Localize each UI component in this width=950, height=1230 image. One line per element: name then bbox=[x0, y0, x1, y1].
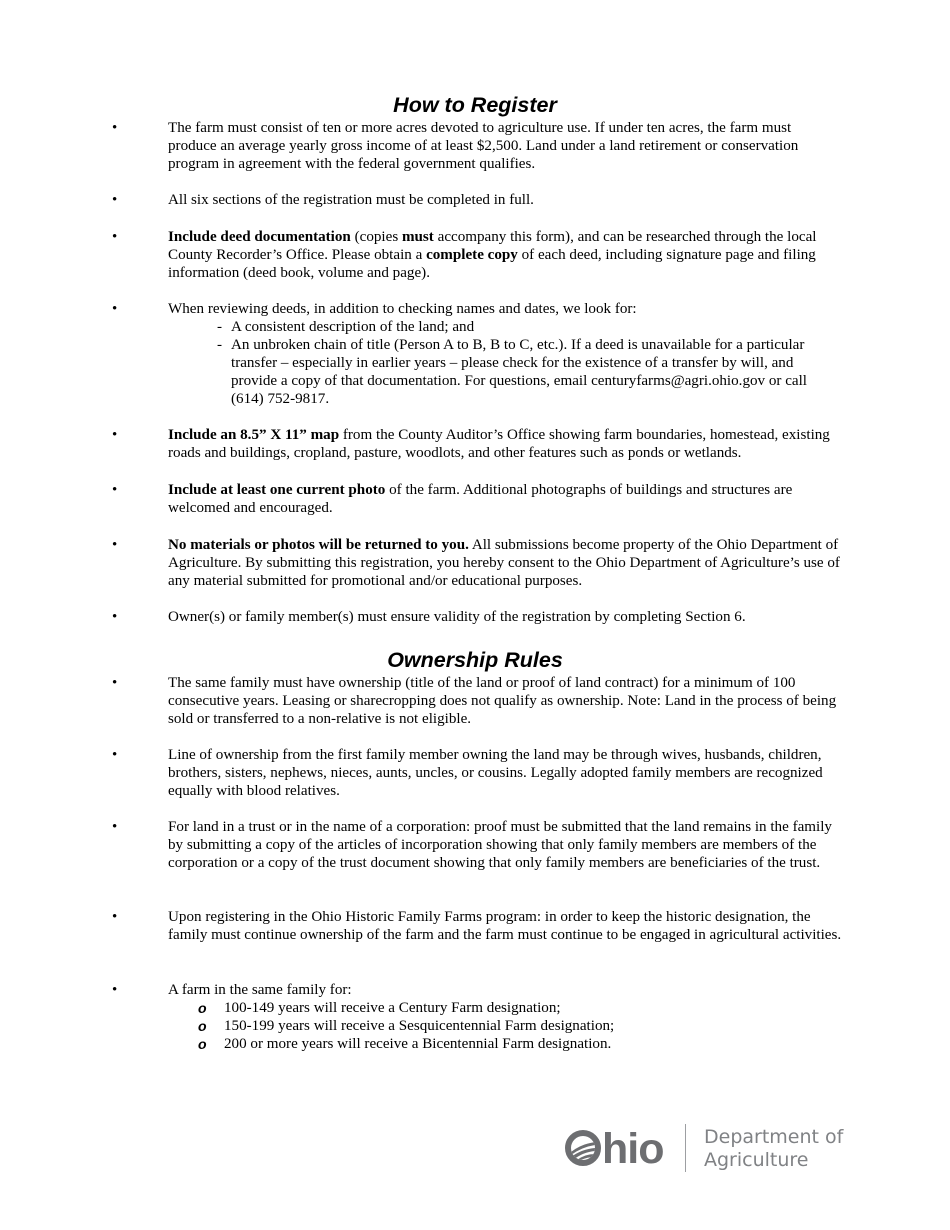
text-run: All submissions become property of the Ohio Department of Agriculture. By submitting this registration, you hereby consent to the Ohio Department of Agriculture’s use of any material submitted for promotional and/or educational purposes. bbox=[168, 537, 840, 589]
bullet-icon: • bbox=[112, 482, 118, 498]
circle-bullet-icon: o bbox=[198, 1000, 207, 1016]
bullet-icon: • bbox=[112, 819, 118, 835]
item-text: The same family must have ownership (title of the land or proof of land contract) for a minimum of 100 consecutive years. Leasing or sharecropping does not qualify as ownership. Note: Land in the process of being sold or transferred to a non-relative is not eligible. bbox=[168, 675, 837, 727]
section-title-ownership-rules: Ownership Rules bbox=[387, 648, 563, 672]
sub-item bbox=[198, 999, 842, 1017]
text-run: accompany this form), and can be researched through the local County Recorder’s Office. Please obtain a bbox=[168, 229, 817, 263]
bullet-icon: • bbox=[112, 229, 118, 245]
section-title-how-to-register: How to Register bbox=[393, 93, 557, 117]
item-text bbox=[168, 300, 842, 408]
item-intro: A farm in the same family for: bbox=[168, 982, 352, 998]
department-line-2: Agriculture bbox=[704, 1149, 809, 1171]
list-item bbox=[112, 674, 842, 728]
bullet-icon: • bbox=[112, 675, 118, 691]
sub-item bbox=[217, 318, 842, 336]
sub-item bbox=[198, 1017, 842, 1035]
sub-item bbox=[198, 1035, 842, 1053]
bullet-icon: • bbox=[112, 120, 118, 136]
list-item bbox=[112, 426, 842, 462]
item-text bbox=[168, 426, 842, 462]
item-text: Owner(s) or family member(s) must ensure validity of the registration by completing Section 6. bbox=[168, 609, 746, 625]
bullet-icon: • bbox=[112, 982, 118, 998]
item-text bbox=[168, 481, 842, 517]
item-intro: When reviewing deeds, in addition to checking names and dates, we look for: bbox=[168, 301, 637, 317]
text-run: (copies bbox=[350, 229, 402, 245]
sub-item-text: An unbroken chain of title (Person A to B, B to C, etc.). If a deed is unavailable for a particular transfer – especially in earlier years – please check for the existence of a transfer by will, and provide a copy of that documentation. For questions, email centuryfarms@agri.ohio.gov or call (614) 752-9817. bbox=[231, 337, 807, 407]
circle-bullet-icon: o bbox=[198, 1018, 207, 1034]
bold-text: Include an 8.5” X 11” map bbox=[168, 427, 340, 443]
bullet-icon: • bbox=[112, 909, 118, 925]
sub-item-text: A consistent description of the land; and bbox=[231, 319, 475, 335]
list-item bbox=[112, 191, 842, 209]
item-text bbox=[168, 228, 842, 282]
dash-marker: - bbox=[217, 319, 223, 335]
sub-item-text: 150-199 years will receive a Sesquicentennial Farm designation; bbox=[224, 1018, 615, 1034]
list-item bbox=[112, 746, 842, 800]
circle-bullet-icon: o bbox=[198, 1036, 207, 1052]
ohio-agriculture-logo bbox=[565, 1124, 845, 1176]
bullet-icon: • bbox=[112, 301, 118, 317]
sub-item-text: 100-149 years will receive a Century Farm designation; bbox=[224, 1000, 561, 1016]
list-item bbox=[112, 818, 842, 872]
ohio-wordmark bbox=[565, 1124, 663, 1174]
item-text bbox=[168, 981, 842, 1053]
text-run: of the farm. Additional photographs of buildings and structures are welcomed and encouraged. bbox=[168, 482, 793, 516]
item-text: Line of ownership from the first family member owning the land may be through wives, husbands, children, brothers, sisters, nephews, nieces, aunts, uncles, or cousins. Legally adopted family members are recognized equally with blood relatives. bbox=[168, 747, 823, 799]
bullet-icon: • bbox=[112, 747, 118, 763]
sub-item bbox=[217, 336, 842, 408]
item-text: All six sections of the registration must be completed in full. bbox=[168, 192, 534, 208]
item-text: For land in a trust or in the name of a corporation: proof must be submitted that the land remains in the family by submitting a copy of the articles of incorporation showing that only family members are members of the corporation or a copy of the trust document showing that only family members are beneficiaries of the trust. bbox=[168, 819, 832, 871]
department-line-1: Department of bbox=[704, 1126, 844, 1148]
list-item bbox=[112, 300, 842, 408]
sub-item-text: 200 or more years will receive a Bicentennial Farm designation. bbox=[224, 1036, 612, 1052]
item-text: Upon registering in the Ohio Historic Family Farms program: in order to keep the historic designation, the family must continue ownership of the farm and the farm must continue to be engaged in agricultural activities. bbox=[168, 909, 842, 943]
department-name bbox=[704, 1126, 843, 1172]
list-item bbox=[112, 481, 842, 517]
bold-text: Include at least one current photo bbox=[168, 482, 386, 498]
dash-marker: - bbox=[217, 337, 223, 353]
list-item bbox=[112, 608, 842, 626]
item-text: The farm must consist of ten or more acres devoted to agriculture use. If under ten acres, the farm must produce an average yearly gross income of at least $2,500. Land under a land retirement or conservation program in agreement with the federal government qualifies. bbox=[168, 120, 799, 172]
wordmark-text: hio bbox=[602, 1125, 664, 1173]
ohio-o-emblem-icon bbox=[565, 1130, 601, 1166]
bold-text: must bbox=[401, 229, 434, 245]
logo-divider bbox=[685, 1124, 686, 1172]
text-run: of each deed, including signature page and filing information (deed book, volume and page). bbox=[168, 247, 816, 281]
item-text bbox=[168, 536, 842, 590]
list-item bbox=[112, 981, 842, 1053]
bullet-icon: • bbox=[112, 537, 118, 553]
list-item bbox=[112, 228, 842, 282]
list-item bbox=[112, 536, 842, 590]
bold-text: Include deed documentation bbox=[168, 229, 351, 245]
bullet-icon: • bbox=[112, 609, 118, 625]
bullet-icon: • bbox=[112, 427, 118, 443]
bold-text: No materials or photos will be returned to you. bbox=[168, 537, 469, 553]
bold-text: complete copy bbox=[426, 247, 518, 263]
list-item bbox=[112, 908, 842, 944]
text-run: from the County Auditor’s Office showing farm boundaries, homestead, existing roads and buildings, cropland, pasture, woodlots, and other features such as ponds or wetlands. bbox=[168, 427, 830, 461]
bullet-icon: • bbox=[112, 192, 118, 208]
list-item bbox=[112, 119, 842, 173]
